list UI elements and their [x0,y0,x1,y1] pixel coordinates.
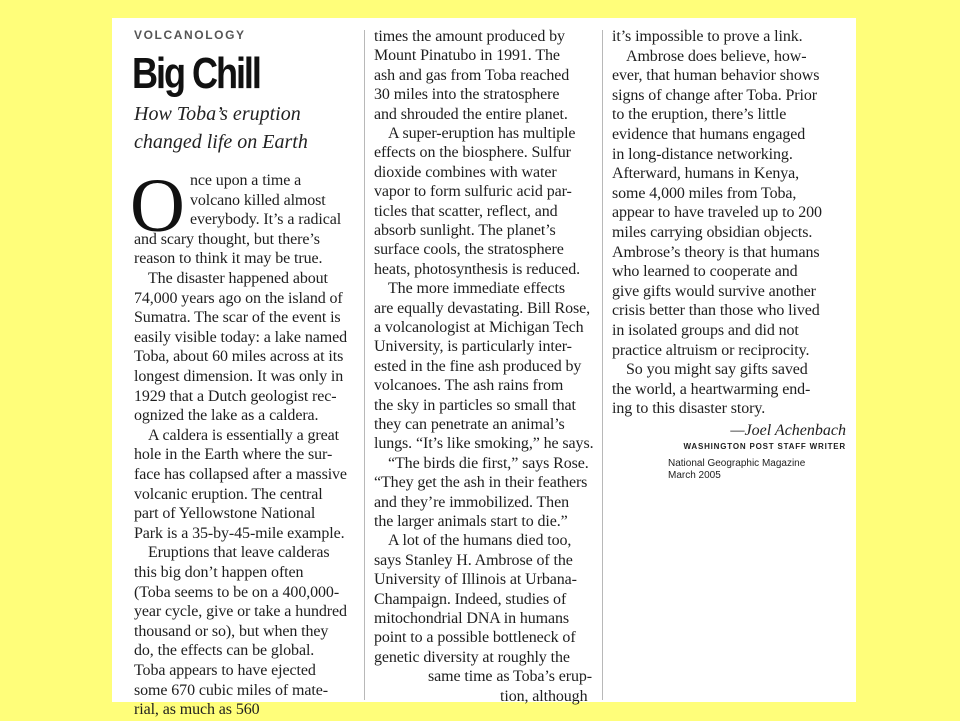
text-line: reason to think it may be true. [134,250,323,268]
byline: —Joel Achenbach [730,422,846,439]
text-line: Toba appears to have ejected [134,662,316,679]
text-line: ing to this disaster story. [612,400,766,418]
byline-title: WASHINGTON POST STAFF WRITER [683,442,846,451]
article-dek-line: changed life on Earth [134,131,308,153]
text-line: ash and gas from Toba reached [374,66,570,84]
text-line: face has collapsed after a massive [134,466,347,483]
text-line: hole in the Earth where the sur- [134,446,333,464]
text-line: Park is a 35-by-45-mile example. [134,524,345,542]
text-line: ever, that human behavior shows [612,67,820,85]
text-line: thousand or so), but when they [134,622,329,640]
text-line: lungs. “It’s like smoking,” he says. [374,435,594,453]
text-line: Eruptions that leave calderas [148,544,330,562]
text-line: heats, photosynthesis is reduced. [374,260,580,278]
text-line: volcano killed almost [190,191,326,209]
text-line: Ambrose does believe, how- [626,47,807,65]
text-line: 30 miles into the stratosphere [374,86,560,104]
text-line: Sumatra. The scar of the event is [134,309,341,327]
text-line: appear to have traveled up to 200 [612,204,822,222]
text-line: some 4,000 miles from Toba, [612,184,797,202]
text-line: volcanic eruption. The central [134,485,323,503]
text-line: effects on the biosphere. Sulfur [374,144,571,162]
article-page [112,18,856,719]
text-line: says Stanley H. Ambrose of the [374,551,573,569]
text-line: everybody. It’s a radical [190,211,342,229]
text-line: this big don’t happen often [134,564,304,581]
text-line: rial, as much as 560 [134,701,260,719]
text-line: “The birds die first,” says Rose. [388,454,589,472]
text-line: Afterward, humans in Kenya, [612,165,800,183]
text-line: and shrouded the entire planet. [374,105,568,123]
text-line: The more immediate effects [388,280,566,298]
text-line: dioxide combines with water [374,163,557,181]
text-line: are equally devastating. Bill Rose, [374,299,591,317]
text-line: practice altruism or reciprocity. [612,341,810,359]
text-line: and scary thought, but there’s [134,230,320,248]
text-line: vapor to form sulfuric acid par- [374,183,572,201]
text-line: 74,000 years ago on the island of [134,289,343,307]
text-line: So you might say gifts saved [626,361,808,379]
text-line: in long-distance networking. [612,145,793,163]
text-line: ognized the lake as a caldera. [134,407,319,425]
text-line: it’s impossible to prove a link. [612,28,803,45]
text-line: A caldera is essentially a great [148,426,339,444]
text-line: give gifts would survive another [612,282,816,300]
text-line: 1929 that a Dutch geologist rec- [134,387,337,405]
text-line: The disaster happened about [148,270,328,287]
text-line: crisis better than those who lived [612,302,820,320]
source-line: National Geographic Magazine [668,458,806,469]
column-divider [602,30,603,700]
text-line: who learned to cooperate and [612,263,798,281]
text-line: tion, although [500,687,588,705]
text-line: times the amount produced by [374,28,565,45]
text-line: a volcanologist at Michigan Tech [374,319,584,336]
text-line: volcanoes. The ash rains from [374,377,564,395]
text-line: longest dimension. It was only in [134,368,344,385]
text-line: Toba, about 60 miles across at its [134,348,344,366]
text-line: the larger animals start to die.” [374,513,568,530]
text-line: do, the effects can be global. [134,642,315,660]
text-line: ticles that scatter, reflect, and [374,202,558,220]
column-divider [364,30,365,700]
text-line: easily visible today: a lake named [134,328,347,346]
text-line: the world, a heartwarming end- [612,380,811,398]
text-line: point to a possible bottleneck of [374,629,576,647]
text-line: genetic diversity at roughly the [374,648,570,666]
text-line: the sky in particles so small that [374,396,576,414]
article-dek-line: How Toba’s eruption [134,103,301,125]
text-line: mitochondrial DNA in humans [374,610,570,627]
article-headline: Big Chill [132,49,260,98]
drop-cap: O [130,164,185,248]
text-line: miles carrying obsidian objects. [612,224,813,241]
text-line: to the eruption, there’s little [612,106,787,124]
text-line: and they’re immobilized. Then [374,493,569,511]
text-line: Ambrose’s theory is that humans [612,243,820,261]
text-line: A lot of the humans died too, [388,532,572,550]
text-line: nce upon a time a [190,172,302,189]
text-line: signs of change after Toba. Prior [612,86,818,104]
text-line: evidence that humans engaged [612,126,806,143]
source-line: March 2005 [668,470,721,481]
text-line: in isolated groups and did not [612,322,799,339]
text-line: Champaign. Indeed, studies of [374,590,567,608]
text-line: year cycle, give or take a hundred [134,603,347,621]
text-line: Mount Pinatubo in 1991. The [374,47,560,65]
text-line: A super-eruption has multiple [388,125,576,142]
text-line: they can penetrate an animal’s [374,416,565,433]
text-line: surface cools, the stratosphere [374,241,564,259]
text-line: absorb sunlight. The planet’s [374,222,556,239]
text-line: same time as Toba’s erup- [428,668,593,686]
text-line: University of Illinois at Urbana- [374,571,577,589]
text-line: ested in the fine ash produced by [374,357,582,375]
article-kicker: VOLCANOLOGY [134,28,246,42]
text-line: University, is particularly inter- [374,338,572,356]
text-line: (Toba seems to be on a 400,000- [134,583,340,601]
text-line: part of Yellowstone National [134,505,316,523]
text-line: some 670 cubic miles of mate- [134,681,328,699]
text-line: “They get the ash in their feathers [374,474,588,492]
